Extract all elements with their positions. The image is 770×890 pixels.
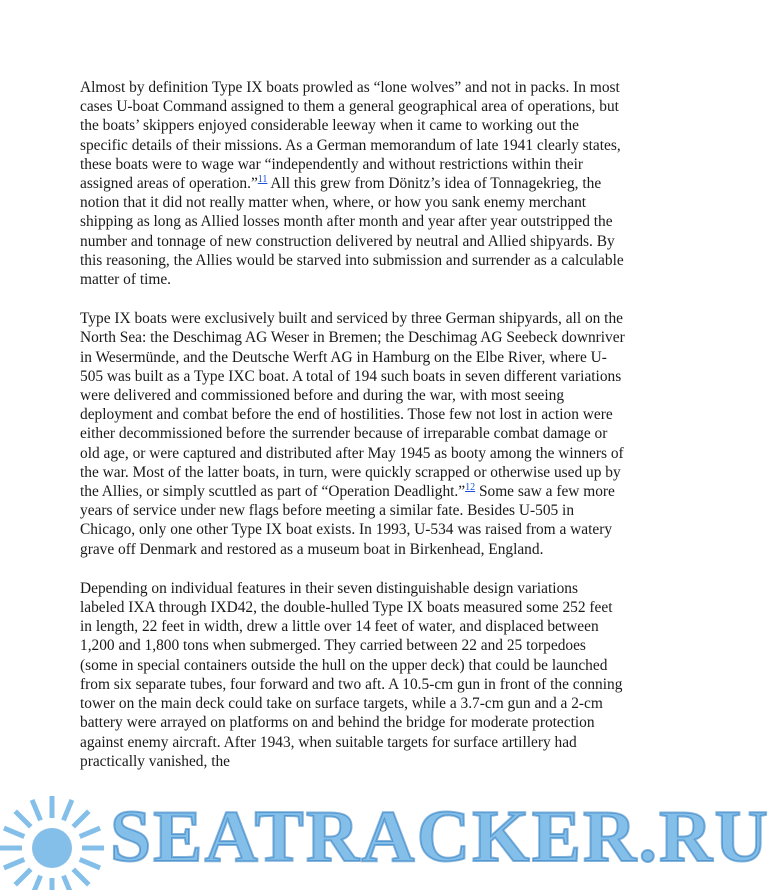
paragraph-text: Almost by definition Type IX boats prowled as “lone wolves” and not in packs. In most cases U-boat Command assigned to them a general geographical area of operations, but the boats’ skippers enjoyed considerable leeway when it came to working out the specific details of their missions. As a German memorandum of late 1941 clearly states, these boats were to wage war “independently and without restrictions within their assigned areas of operation.” xyxy=(80,79,621,193)
paragraph-text: Some saw a few more years of service under new flags before meeting a similar fate. Besides U-505 in Chicago, only one other Type IX boat exists. In 1993, U-534 was raised from a watery grave off Denmark and restored as a museum boat in Birkenhead, England. xyxy=(80,483,615,558)
paragraph-text: Depending on individual features in their seven distinguishable design variations labeled IXA through IXD42, the double-hulled Type IX boats measured some 252 feet in length, 22 feet in width, drew a little over 14 feet of water, and displaced between 1,200 and 1,800 tons when submerged. They carried between 22 and 25 torpedoes (some in special containers outside the hull on the upper deck) that could be launched from six separate tubes, four forward and two aft. A 10.5-cm gun in front of the conning tower on the main deck could take on surface targets, while a 3.7-cm gun and a 2-cm battery were arrayed on platforms on and behind the bridge for moderate protection against enemy aircraft. After 1943, when suitable targets for surface artillery had practically vanished, the xyxy=(80,579,623,770)
paragraph-text: All this grew from Dönitz’s idea of Tonnagekrieg, the notion that it did not really matter when, where, or how you sank enemy merchant shipping as long as Allied losses month after month and year after year outstripped the number and tonnage of new construction delivered by neutral and Allied shipyards. By this reasoning, the Allies would be starved into submission and surrender as a calculable matter of time. xyxy=(80,175,624,289)
paragraph-design-variations xyxy=(80,579,625,771)
document-body xyxy=(80,78,625,791)
watermark-text: SEATRACKER.RU xyxy=(110,796,770,878)
footnote-link[interactable]: 12 xyxy=(465,481,476,493)
footnote-link[interactable]: 11 xyxy=(257,173,268,185)
paragraph-text: Type IX boats were exclusively built and serviced by three German shipyards, all on the North Sea: the Deschimag AG Weser in Bremen; the Deschimag AG Seebeck downriver in Wesermünde, and the Deutsche Werft AG in Hamburg on the Elbe River, where U-505 was built as a Type IXC boat. A total of 194 such boats in seven different variations were delivered and commissioned before and during the war, with most seeing deployment and combat before the end of hostilities. Those few not lost in action were either decommissioned before the surrender because of irreparable combat damage or old age, or were captured and distributed after May 1945 as booty among the winners of the war. Most of the latter boats, in turn, were quickly scrapped or otherwise used up by the Allies, or simply scuttled as part of “Operation Deadlight.” xyxy=(80,310,625,501)
paragraph-shipyards xyxy=(80,309,625,559)
paragraph-lone-wolves xyxy=(80,78,625,289)
